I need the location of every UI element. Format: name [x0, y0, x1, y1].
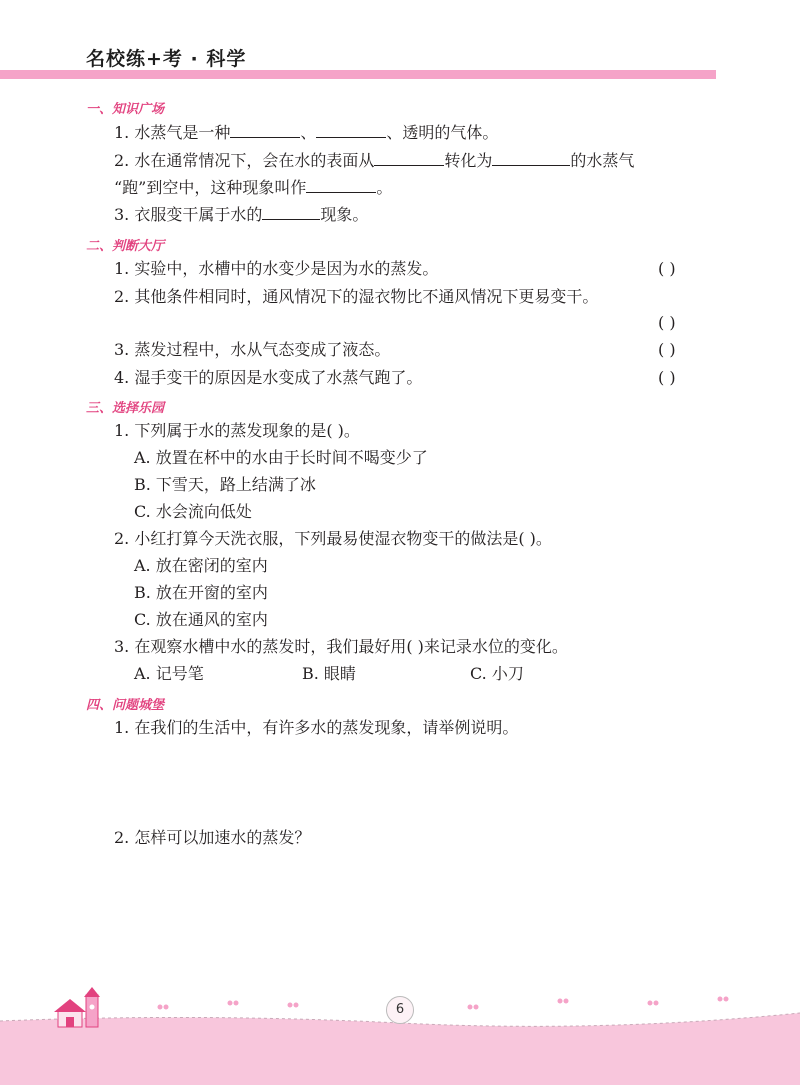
section-title-questions: 四、问题城堡: [86, 698, 165, 713]
fill-question-2: [114, 151, 634, 171]
judge-question-4: 4. 湿手变干的原因是水变成了水蒸气跑了。: [114, 368, 423, 387]
choice-option[interactable]: C. 水会流向低处: [134, 502, 252, 521]
answer-blank[interactable]: [316, 123, 386, 138]
fill-question-2-cont: [114, 178, 392, 198]
judge-question-1: 1. 实验中，水槽中的水变少是因为水的蒸发。: [114, 259, 439, 278]
page-header-title: 名校练+考 · 科学: [86, 48, 247, 70]
question-text: 1. 水蒸气是一种: [114, 123, 231, 142]
question-text: “跑”到空中，这种现象叫作: [114, 178, 307, 197]
answer-blank[interactable]: [492, 151, 570, 166]
judge-question-2: 2. 其他条件相同时，通风情况下的湿衣物比不通风情况下更易变干。: [114, 287, 599, 306]
choice-option[interactable]: B. 眼睛: [302, 664, 356, 683]
answer-blank[interactable]: [306, 178, 376, 193]
sprout-icon: [158, 997, 729, 1010]
section-title-knowledge: 一、知识广场: [86, 102, 165, 117]
open-question-2: 2. 怎样可以加速水的蒸发？: [114, 828, 311, 847]
open-question-1: 1. 在我们的生活中，有许多水的蒸发现象，请举例说明。: [114, 718, 519, 737]
header-bar: [0, 70, 716, 79]
choice-question-3: 3. 在观察水槽中水的蒸发时，我们最好用( )来记录水位的变化。: [114, 637, 568, 656]
question-text: 现象。: [320, 205, 369, 224]
answer-parentheses[interactable]: ( ): [658, 340, 676, 359]
answer-parentheses[interactable]: ( ): [658, 368, 676, 387]
choice-option[interactable]: A. 放置在杯中的水由于长时间不喝变少了: [134, 448, 428, 467]
fill-question-3: [114, 205, 368, 225]
question-text: 、透明的气体。: [386, 123, 499, 142]
choice-option[interactable]: A. 记号笔: [134, 664, 204, 683]
question-text: 转化为: [444, 151, 493, 170]
choice-option[interactable]: B. 放在开窗的室内: [134, 583, 268, 602]
question-text: 3. 衣服变干属于水的: [114, 205, 263, 224]
page-number: 6: [386, 996, 414, 1024]
choice-option[interactable]: C. 小刀: [470, 664, 524, 683]
answer-blank[interactable]: [374, 151, 444, 166]
answer-parentheses[interactable]: ( ): [658, 313, 676, 332]
question-text: 的水蒸气: [570, 151, 635, 170]
answer-blank[interactable]: [230, 123, 300, 138]
question-text: 、: [300, 123, 317, 142]
section-title-choice: 三、选择乐园: [86, 401, 165, 416]
question-text: 。: [376, 178, 393, 197]
judge-question-3: 3. 蒸发过程中，水从气态变成了液态。: [114, 340, 391, 359]
choice-option[interactable]: B. 下雪天，路上结满了冰: [134, 475, 316, 494]
choice-option[interactable]: A. 放在密闭的室内: [134, 556, 268, 575]
answer-parentheses[interactable]: ( ): [658, 259, 676, 278]
question-text: 2. 水在通常情况下，会在水的表面从: [114, 151, 375, 170]
section-title-judgement: 二、判断大厅: [86, 239, 165, 254]
answer-blank[interactable]: [262, 205, 320, 220]
choice-option[interactable]: C. 放在通风的室内: [134, 610, 268, 629]
choice-question-2: 2. 小红打算今天洗衣服，下列最易使湿衣物变干的做法是( )。: [114, 529, 552, 548]
house-icon: [54, 987, 100, 1027]
choice-question-1: 1. 下列属于水的蒸发现象的是( )。: [114, 421, 360, 440]
fill-question-1: [114, 123, 498, 143]
